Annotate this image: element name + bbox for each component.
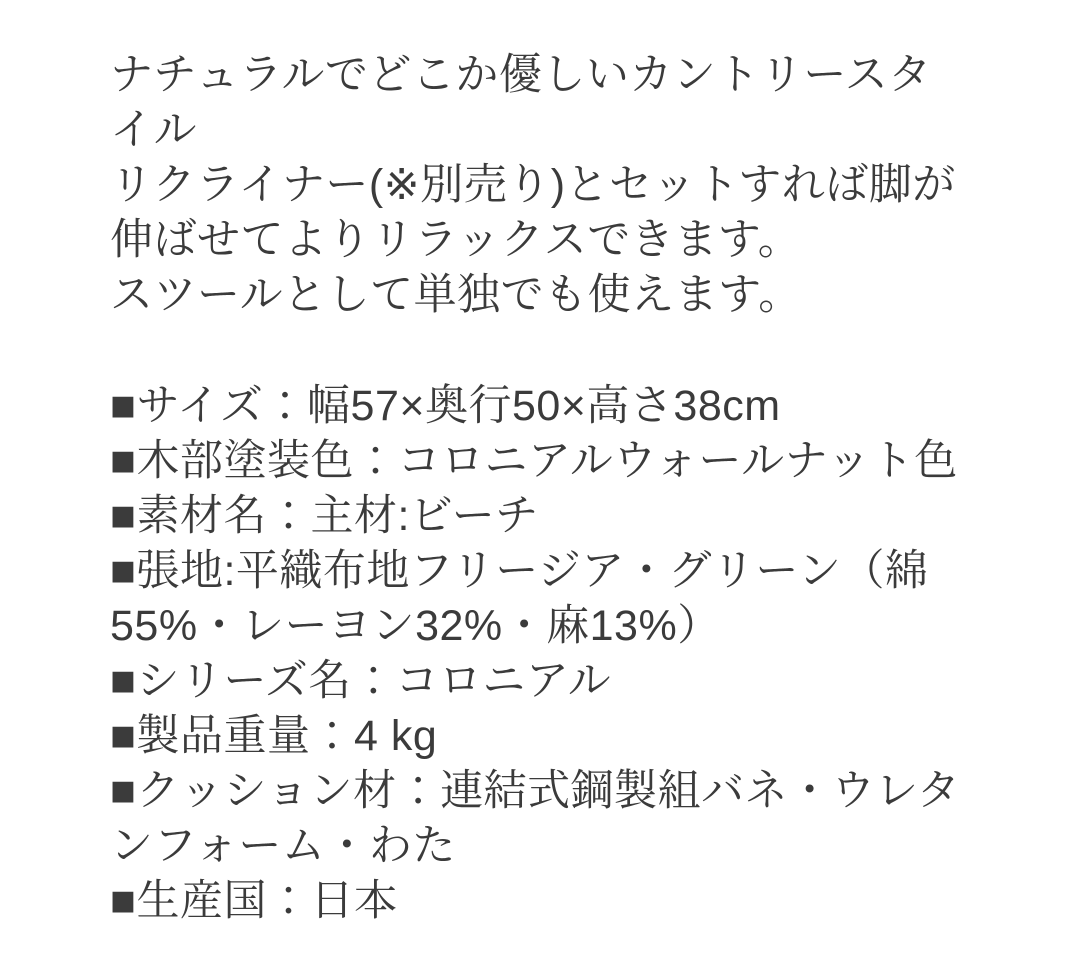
specification-list	[110, 379, 970, 929]
product-description	[110, 48, 970, 323]
spec-item-cushion: ■クッション材：連結式鋼製組バネ・ウレタンフォーム・わた	[110, 767, 961, 871]
spec-item-weight: ■製品重量：4 kg	[110, 712, 438, 761]
spec-item-wood-finish: ■木部塗装色：コロニアルウォールナット色	[110, 437, 958, 486]
description-line: リクライナー(※別売り)とセットすれば脚が伸ばせてよりリラックスできます。	[110, 161, 956, 265]
section-spacer	[110, 323, 970, 379]
spec-item-upholstery: ■張地:平織布地フリージア・グリーン（綿55%・レーヨン32%・麻13%）	[110, 547, 929, 651]
description-line: ナチュラルでどこか優しいカントリースタイル	[110, 51, 932, 155]
spec-item-series: ■シリーズ名：コロニアル	[110, 657, 612, 706]
spec-item-size: ■サイズ：幅57×奥行50×高さ38cm	[110, 382, 781, 431]
spec-item-material: ■素材名：主材:ビーチ	[110, 492, 539, 541]
description-line: スツールとして単独でも使えます。	[110, 271, 802, 320]
spec-item-origin: ■生産国：日本	[110, 877, 398, 926]
